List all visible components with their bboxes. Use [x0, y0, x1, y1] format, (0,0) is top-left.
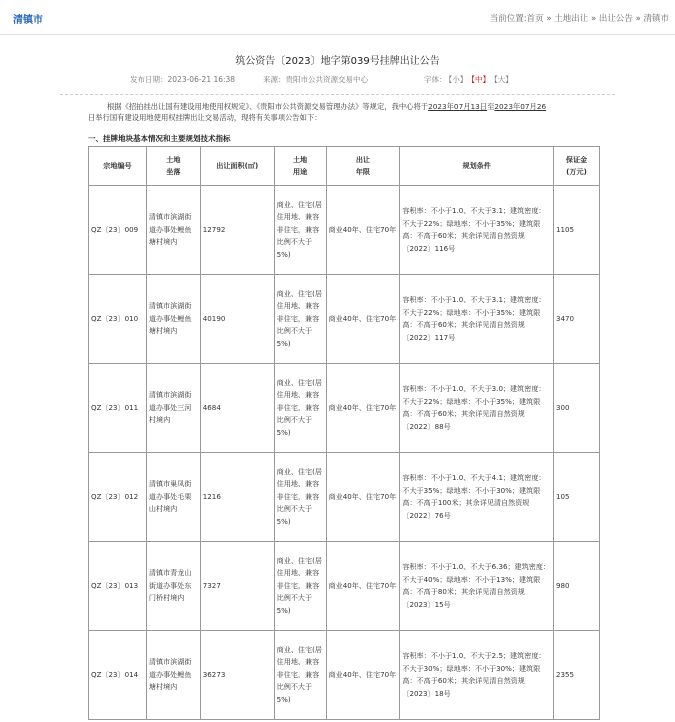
cell-term: 商业40年、住宅70年 [326, 186, 400, 275]
breadcrumb-home[interactable]: 首页 [526, 14, 544, 24]
table-row [89, 542, 600, 631]
cell-parcel-id: QZ〔23〕012 [89, 453, 147, 542]
cell-planning: 容积率：不小于1.0、不大于4.1；建筑密度：不大于35%；绿地率：不小于30%；建筑限高：不高于100米；其余详见清自然资规〔2022〕76号 [400, 453, 554, 542]
cell-planning: 容积率：不小于1.0、不大于2.5；建筑密度：不大于30%；绿地率：不小于30%；建筑限高：不高于60米；其余详见清自然资规〔2023〕18号 [400, 631, 554, 720]
top-bar [0, 0, 675, 35]
cell-deposit: 980 [554, 542, 600, 631]
cell-deposit: 105 [554, 453, 600, 542]
page-title: 筑公资告〔2023〕地字第039号挂牌出让公告 [235, 56, 440, 67]
cell-parcel-id: QZ〔23〕010 [89, 275, 147, 364]
cell-location: 清镇市滨湖街道办事处鲤鱼塘村境内 [146, 631, 200, 720]
cell-area: 36273 [200, 631, 274, 720]
publish-date: 发布日期：2023-06-21 16:38 [130, 75, 236, 84]
cell-area: 40190 [200, 275, 274, 364]
col-term: 出让 年限 [326, 147, 400, 186]
cell-planning: 容积率：不小于1.0、不大于3.1；建筑密度：不大于22%；绿地率：不小于35%；建筑限高：不高于60米；其余详见清自然资规〔2022〕117号 [400, 275, 554, 364]
breadcrumb-land-transfer[interactable]: 土地出让 [554, 14, 589, 24]
cell-deposit: 1105 [554, 186, 600, 275]
col-location: 土地 坐落 [146, 147, 200, 186]
font-small-button[interactable]: 【小】 [448, 75, 468, 84]
cell-location: 清镇市滨湖街道办事处三河村境内 [146, 364, 200, 453]
font-size-label: 字体： [424, 75, 447, 84]
cell-area: 7327 [200, 542, 274, 631]
intro-mid: 至 [487, 102, 495, 111]
section-heading: 一、挂牌地块基本情况和主要规划技术指标 [88, 134, 231, 143]
site-name[interactable]: 清镇市 [13, 15, 43, 26]
breadcrumb-prefix: 当前位置: [489, 14, 527, 24]
table-header-row [89, 147, 600, 186]
col-planning: 规划条件 [400, 147, 554, 186]
cell-parcel-id: QZ〔23〕011 [89, 364, 147, 453]
cell-parcel-id: QZ〔23〕009 [89, 186, 147, 275]
cell-deposit: 2355 [554, 631, 600, 720]
cell-deposit: 3470 [554, 275, 600, 364]
cell-location: 清镇市滨湖街道办事处鲤鱼塘村境内 [146, 186, 200, 275]
parcel-table [88, 146, 600, 720]
table-row [89, 275, 600, 364]
intro-text: 根据《招拍挂出让国有建设用地使用权规定》、《贵阳市公共资源交易管理办法》等规定，我中心将于 [107, 102, 429, 111]
col-land-use: 土地 用途 [274, 147, 326, 186]
cell-term: 商业40年、住宅70年 [326, 364, 400, 453]
col-deposit: 保证金 (万元) [554, 147, 600, 186]
cell-area: 12792 [200, 186, 274, 275]
cell-land-use: 商业、住宅(居住用地、兼容非住宅，兼容比例不大于5%) [274, 631, 326, 720]
divider [60, 94, 615, 95]
cell-parcel-id: QZ〔23〕013 [89, 542, 147, 631]
cell-term: 商业40年、住宅70年 [326, 631, 400, 720]
font-size-selector [424, 74, 513, 85]
table-row [89, 186, 600, 275]
breadcrumb-transfer-notice[interactable]: 出让公告 [598, 14, 633, 24]
table-row [89, 631, 600, 720]
intro-line-2: 日举行国有建设用地使用权挂牌出让交易活动，现将有关事项公告如下： [88, 113, 322, 122]
cell-location: 清镇市巢凤街道办事处毛栗山村境内 [146, 453, 200, 542]
col-area: 出让面积(㎡) [200, 147, 274, 186]
intro-date-end: 2023年07月26 [494, 102, 547, 111]
intro-date-start: 2023年07月13日 [428, 102, 488, 111]
font-large-button[interactable]: 【大】 [494, 75, 513, 84]
table-row [89, 364, 600, 453]
cell-deposit: 300 [554, 364, 600, 453]
article-source: 来源：贵阳市公共资源交易中心 [263, 75, 368, 84]
cell-term: 商业40年、住宅70年 [326, 275, 400, 364]
cell-area: 4684 [200, 364, 274, 453]
font-medium-button[interactable]: 【中】 [471, 75, 490, 84]
cell-term: 商业40年、住宅70年 [326, 542, 400, 631]
cell-location: 清镇市青龙山街道办事处东门桥村境内 [146, 542, 200, 631]
table-row [89, 453, 600, 542]
cell-planning: 容积率：不小于1.0、不大于3.1；建筑密度：不大于22%；绿地率：不小于35%；建筑限高：不高于60米；其余详见清自然资规〔2022〕116号 [400, 186, 554, 275]
intro-paragraph [107, 100, 627, 113]
cell-land-use: 商业、住宅(居住用地、兼容非住宅，兼容比例不大于5%) [274, 542, 326, 631]
cell-location: 清镇市滨湖街道办事处鲤鱼塘村境内 [146, 275, 200, 364]
cell-parcel-id: QZ〔23〕014 [89, 631, 147, 720]
cell-land-use: 商业、住宅(居住用地、兼容非住宅，兼容比例不大于5%) [274, 364, 326, 453]
col-parcel-id: 宗地编号 [89, 147, 147, 186]
breadcrumb: 当前位置:首页 » 土地出让 » 出让公告 » 清镇市 [489, 14, 669, 24]
cell-land-use: 商业、住宅(居住用地、兼容非住宅，兼容比例不大于5%) [274, 275, 326, 364]
cell-planning: 容积率：不小于1.0、不大于6.36；建筑密度：不大于40%；绿地率：不小于13%；建筑限高：不高于80米；其余详见清自然资规〔2023〕15号 [400, 542, 554, 631]
breadcrumb-qingzhen[interactable]: 清镇市 [643, 14, 669, 24]
cell-land-use: 商业、住宅(居住用地、兼容非住宅，兼容比例不大于5%) [274, 186, 326, 275]
cell-planning: 容积率：不小于1.0、不大于3.0；建筑密度：不大于22%；绿地率：不小于35%；建筑限高：不高于60米；其余详见清自然资规〔2022〕88号 [400, 364, 554, 453]
cell-area: 1216 [200, 453, 274, 542]
cell-term: 商业40年、住宅70年 [326, 453, 400, 542]
cell-land-use: 商业、住宅(居住用地、兼容非住宅，兼容比例不大于5%) [274, 453, 326, 542]
